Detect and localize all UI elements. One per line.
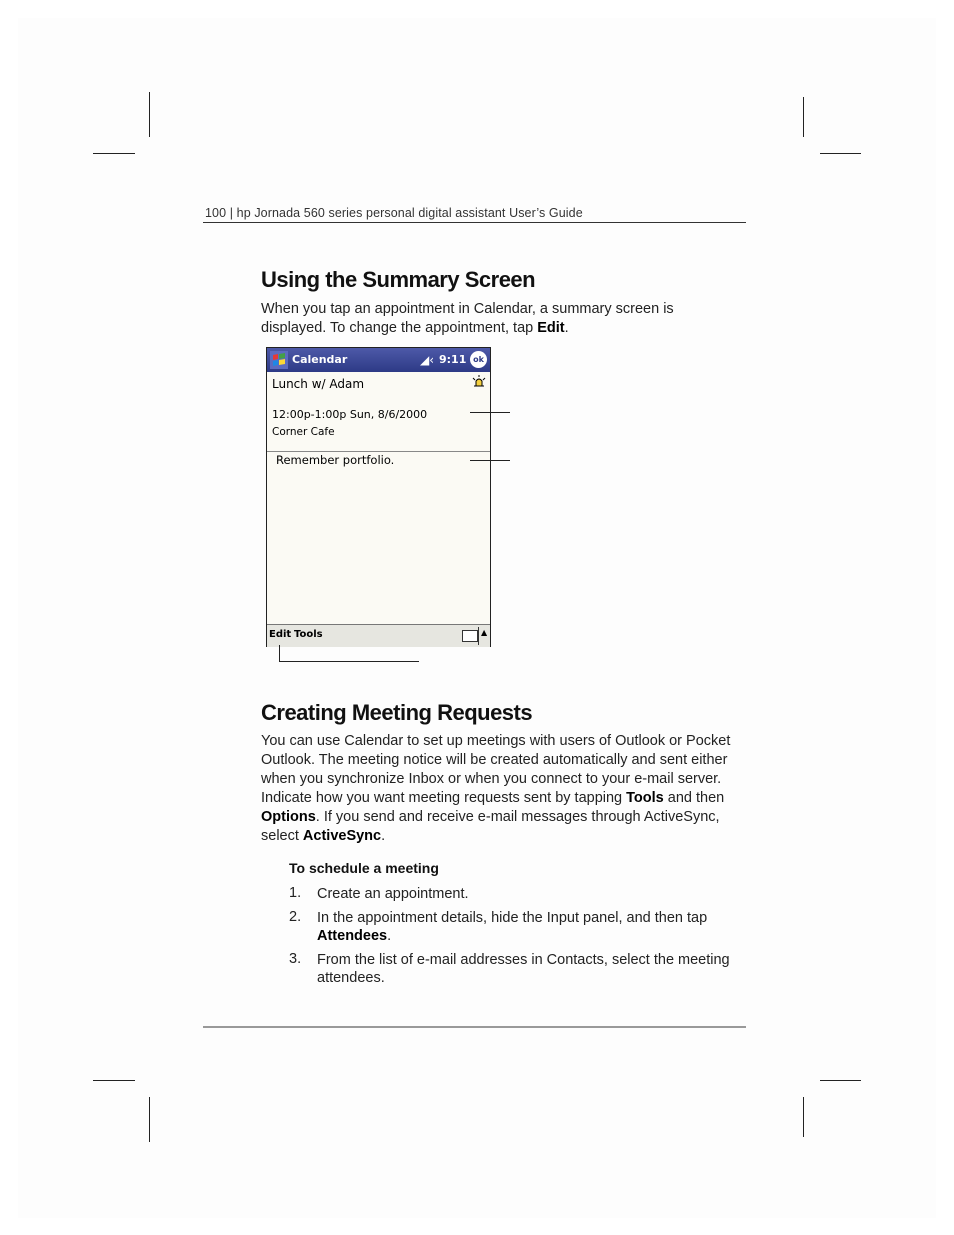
running-head: 100 | hp Jornada 560 series personal digital assistant User’s Guide bbox=[205, 206, 583, 220]
step-text: From the list of e-mail addresses in Contacts, select the meeting attendees. bbox=[317, 952, 730, 986]
callout-line-notes bbox=[470, 460, 510, 461]
ok-button[interactable]: ok bbox=[470, 351, 487, 368]
speaker-icon[interactable]: ◢‹ bbox=[420, 353, 435, 367]
crop-mark bbox=[93, 153, 135, 154]
step-text: Create an appointment. bbox=[317, 886, 469, 902]
appointment-notes: Remember portfolio. bbox=[276, 453, 395, 467]
pda-clock[interactable]: 9:11 bbox=[439, 353, 467, 366]
summary-text: When you tap an appointment in Calendar, a summary screen is displayed. To change the appointment, tap bbox=[261, 301, 674, 336]
procedure-title: To schedule a meeting bbox=[289, 860, 439, 876]
menu-edit[interactable]: Edit bbox=[269, 629, 292, 640]
callout-line-edit-horizontal bbox=[279, 661, 419, 662]
alarm-bell-icon bbox=[472, 375, 486, 389]
options-term: Options bbox=[261, 809, 316, 825]
menu-separator bbox=[478, 627, 479, 645]
step-number: 1. bbox=[289, 885, 302, 901]
crop-mark bbox=[149, 1097, 150, 1142]
up-arrow-icon[interactable]: ▲ bbox=[481, 628, 488, 637]
attendees-term: Attendees bbox=[317, 928, 388, 944]
summary-paragraph bbox=[261, 300, 701, 338]
crop-mark bbox=[803, 97, 804, 137]
meeting-paragraph bbox=[261, 732, 736, 846]
meeting-text-2: and then bbox=[663, 790, 725, 806]
keyboard-icon[interactable] bbox=[462, 630, 478, 642]
callout-line-details bbox=[470, 412, 510, 413]
summary-text-end: . bbox=[564, 320, 569, 336]
crop-mark bbox=[803, 1097, 804, 1137]
step-number: 3. bbox=[289, 951, 302, 967]
pda-menu-bar bbox=[267, 624, 490, 647]
pda-summary-screen bbox=[266, 347, 491, 647]
header-rule bbox=[203, 222, 746, 223]
crop-mark bbox=[93, 1080, 135, 1081]
section-heading-meeting: Creating Meeting Requests bbox=[261, 700, 533, 725]
pda-title-bar bbox=[267, 348, 490, 372]
activesync-term: ActiveSync bbox=[302, 828, 382, 844]
meeting-text-3: . If you send and receive e-mail messages through ActiveSync, select bbox=[261, 809, 720, 844]
tools-term: Tools bbox=[626, 790, 664, 806]
appointment-when: 12:00p-1:00p Sun, 8/6/2000 bbox=[272, 408, 428, 421]
crop-mark bbox=[820, 153, 861, 154]
meeting-text-4: . bbox=[381, 828, 386, 844]
appointment-subject: Lunch w/ Adam bbox=[272, 377, 365, 391]
appointment-location: Corner Cafe bbox=[272, 426, 335, 438]
callout-line-edit bbox=[279, 645, 280, 662]
footer-rule bbox=[203, 1026, 746, 1028]
pda-divider bbox=[267, 451, 490, 452]
step-text-tail: . bbox=[387, 928, 392, 944]
crop-mark bbox=[820, 1080, 861, 1081]
step-number: 2. bbox=[289, 909, 302, 925]
edit-term: Edit bbox=[537, 320, 565, 336]
step-text bbox=[317, 909, 737, 945]
meeting-text-1: You can use Calendar to set up meetings with users of Outlook or Pocket Outlook. The meeting notice will be created automatically and sent either when you synchronize Inbox or when you connect to your e-mail server. Indicate how you want meeting requests sent by tapping bbox=[261, 733, 731, 806]
section-heading-summary: Using the Summary Screen bbox=[261, 267, 536, 292]
step-text-body: In the appointment details, hide the Input panel, and then tap bbox=[317, 910, 708, 926]
start-flag-icon[interactable] bbox=[270, 351, 288, 369]
crop-mark bbox=[149, 92, 150, 137]
menu-tools[interactable]: Tools bbox=[294, 629, 323, 640]
pda-app-title: Calendar bbox=[292, 353, 348, 366]
